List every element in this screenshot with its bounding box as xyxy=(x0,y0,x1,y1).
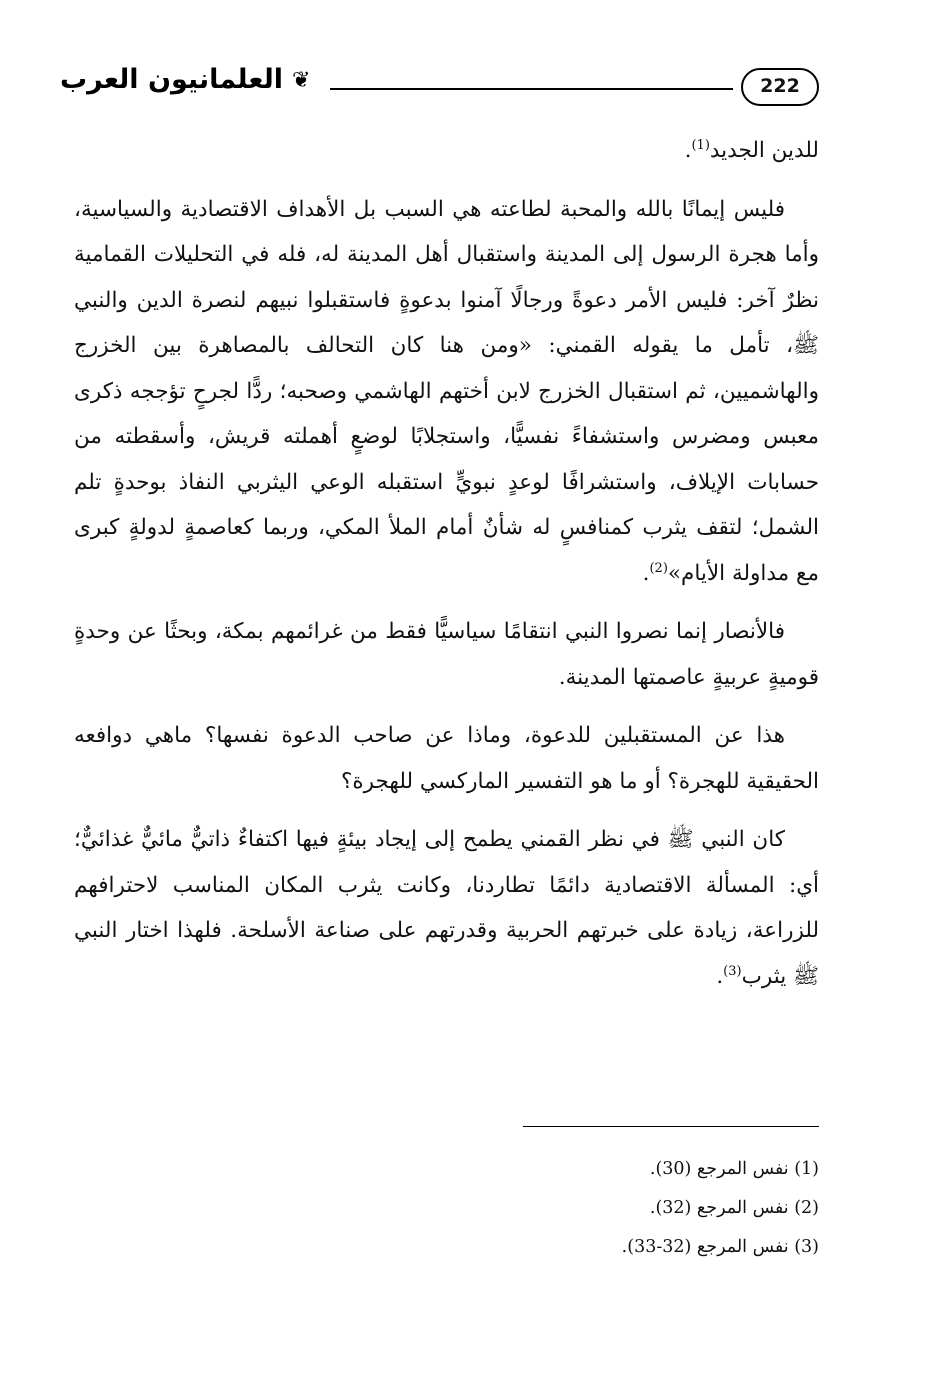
paragraph-1-text: فليس إيمانًا بالله والمحبة لطاعته هي السبب بل الأهداف الاقتصادية والسياسية، وأما هجرة الرسول إلى المدينة واستقبال أهل المدينة له، فله في التحليلات القمامية نظرٌ آخر: فليس الأمر دعوةً ورجالًا آمنوا بدعوةٍ فاستقبلوا نبيهم لنصرة الدين والنبي ﷺ، تأمل ما يقوله القمني: «ومن هنا كان التحالف بالمصاهرة بين الخزرج والهاشميين، ثم استقبال الخزرج لابن أختهم الهاشمي وصحبه؛ ردًّا لجرحٍ تؤججه ذكرى معبس ومضرس واستشفاءً نفسيًّا، واستجلابًا لوضعٍ أهملته قريش، وأسقطته من حسابات الإيلاف، واستشرافًا لوعدٍ نبويٍّ استقبله الوعي اليثربي النفاذ بوحدةٍ تلم الشمل؛ لتقف يثرب كمنافسٍ له شأنٌ أمام الملأ المكي، وربما كعاصمةٍ لدولةٍ كبرى مع مداولة الأيام» xyxy=(74,196,819,586)
paragraph-4-end: . xyxy=(716,963,724,989)
paragraph-0-text: للدين الجديد xyxy=(709,138,819,163)
footnote-2: (2) نفس المرجع (32). xyxy=(649,1198,819,1218)
footnote-ref-2: (2) xyxy=(649,560,668,576)
paragraph-3: هذا عن المستقبلين للدعوة، وماذا عن صاحب الدعوة نفسها؟ ماهي دوافعه الحقيقية للهجرة؟ أو ما هو التفسير الماركسي للهجرة؟ xyxy=(74,723,819,794)
paragraph-4-text: كان النبي ﷺ في نظر القمني يطمح إلى إيجاد بيئةٍ فيها اكتفاءٌ ذاتيٌّ مائيٌّ غذائيٌّ؛ أي: المسألة الاقتصادية دائمًا تطاردنا، وكانت يثرب المكان المناسب لاحترافهم للزراعة، زيادة على خبرتهم الحربية وقدرتهم على صناعة الأسلحة. فلهذا اختار النبي ﷺ يثرب xyxy=(74,827,819,989)
paragraph-1-end: . xyxy=(642,560,650,586)
page-number: 222 xyxy=(741,68,819,106)
paragraph-0 xyxy=(74,128,819,174)
footnote-1: (1) نفس المرجع (30). xyxy=(649,1159,819,1179)
page-header xyxy=(60,62,819,118)
paragraph-4 xyxy=(74,817,819,999)
running-title: العلمانيون العرب xyxy=(60,64,283,95)
floral-ornament-icon: ❦ xyxy=(292,68,311,93)
footnotes xyxy=(74,1150,819,1267)
footnote-3: (3) نفس المرجع (32-33). xyxy=(621,1237,819,1257)
footnote-ref-3: (3) xyxy=(723,963,742,979)
footnote-ref-1: (1) xyxy=(691,137,710,153)
header-rule xyxy=(330,88,733,90)
paragraph-0-end: . xyxy=(684,138,692,163)
main-text xyxy=(74,128,819,999)
paragraph-1 xyxy=(74,187,819,597)
footnote-separator xyxy=(523,1126,819,1127)
paragraph-2: فالأنصار إنما نصروا النبي انتقامًا سياسيًّا فقط من غرائمهم بمكة، وبحثًا عن وحدةٍ قوميةٍ عربيةٍ عاصمتها المدينة. xyxy=(74,619,819,690)
